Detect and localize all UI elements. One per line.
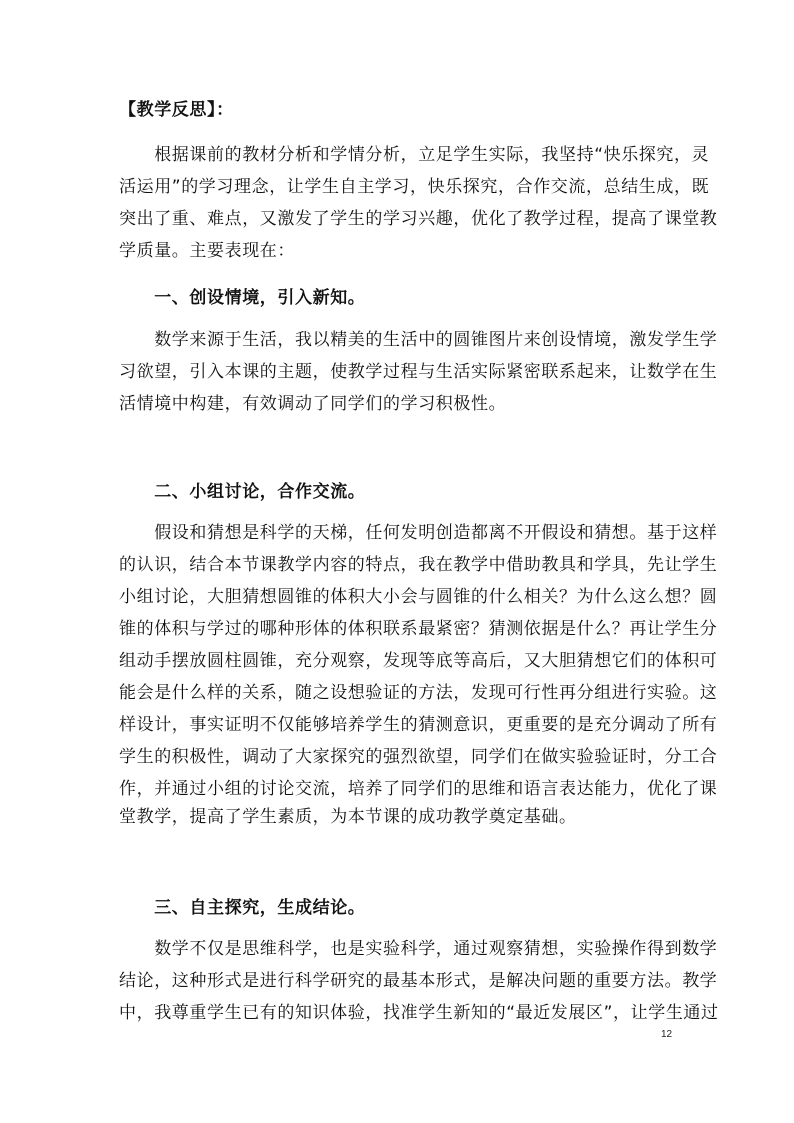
page-number: 12: [661, 1029, 673, 1040]
section-heading: 二、小组讨论，合作交流。: [119, 482, 366, 502]
paragraph-line: 中，我尊重学生已有的知识体验，找准学生新知的“最近发展区”，让学生通过: [119, 1003, 719, 1023]
section-heading: 三、自主探究，生成结论。: [119, 898, 366, 918]
paragraph-line: 活情境中构建，有效调动了同学们的学习积极性。: [119, 394, 507, 414]
paragraph-line: 堂教学，提高了学生素质，为本节课的成功教学奠定基础。: [119, 807, 577, 827]
paragraph-line: 结论，这种形式是进行科学研究的最基本形式，是解决问题的重要方法。教学: [119, 971, 718, 991]
paragraph-line: 假设和猜想是科学的天梯，任何发明创造都离不开假设和猜想。基于这样: [119, 523, 718, 543]
section-heading: 一、创设情境，引入新知。: [119, 288, 366, 308]
paragraph-line: 习欲望，引入本课的主题，使教学过程与生活实际紧密联系起来，让数学在生: [119, 362, 718, 382]
paragraph-line: 活运用”的学习理念，让学生自主学习，快乐探究，合作交流，总结生成，既: [119, 177, 710, 197]
paragraph-line: 小组讨论，大胆猜想圆锥的体积大小会与圆锥的什么相关？为什么这么想？圆: [119, 587, 718, 607]
paragraph-line: 数学来源于生活，我以精美的生活中的圆锥图片来创设情境，激发学生学: [119, 330, 718, 350]
paragraph-line: 根据课前的教材分析和学情分析，立足学生实际，我坚持“快乐探究，灵: [119, 145, 710, 165]
paragraph-line: 作，并通过小组的讨论交流，培养了同学们的思维和语言表达能力，优化了课: [119, 779, 718, 799]
paragraph-line: 锥的体积与学过的哪种形体的体积联系最紧密？猜测依据是什么？再让学生分: [119, 619, 718, 639]
paragraph-line: 学生的积极性，调动了大家探究的强烈欲望，同学们在做实验验证时，分工合: [119, 747, 718, 767]
paragraph-line: 学质量。主要表现在：: [119, 241, 295, 261]
paragraph-line: 突出了重、难点，又激发了学生的学习兴趣，优化了教学过程，提高了课堂教: [119, 209, 718, 229]
paragraph-line: 数学不仅是思维科学，也是实验科学，通过观察猜想，实验操作得到数学: [119, 939, 718, 959]
paragraph-line: 能会是什么样的关系，随之设想验证的方法，发现可行性再分组进行实验。这: [119, 683, 718, 703]
paragraph-line: 组动手摆放圆柱圆锥，充分观察，发现等底等高后，又大胆猜想它们的体积可: [119, 651, 718, 671]
paragraph-line: 的认识，结合本节课教学内容的特点，我在教学中借助教具和学具，先让学生: [119, 555, 718, 575]
paragraph-line: 样设计，事实证明不仅能够培养学生的猜测意识，更重要的是充分调动了所有: [119, 715, 718, 735]
section-title: 【教学反思】：: [119, 100, 234, 120]
